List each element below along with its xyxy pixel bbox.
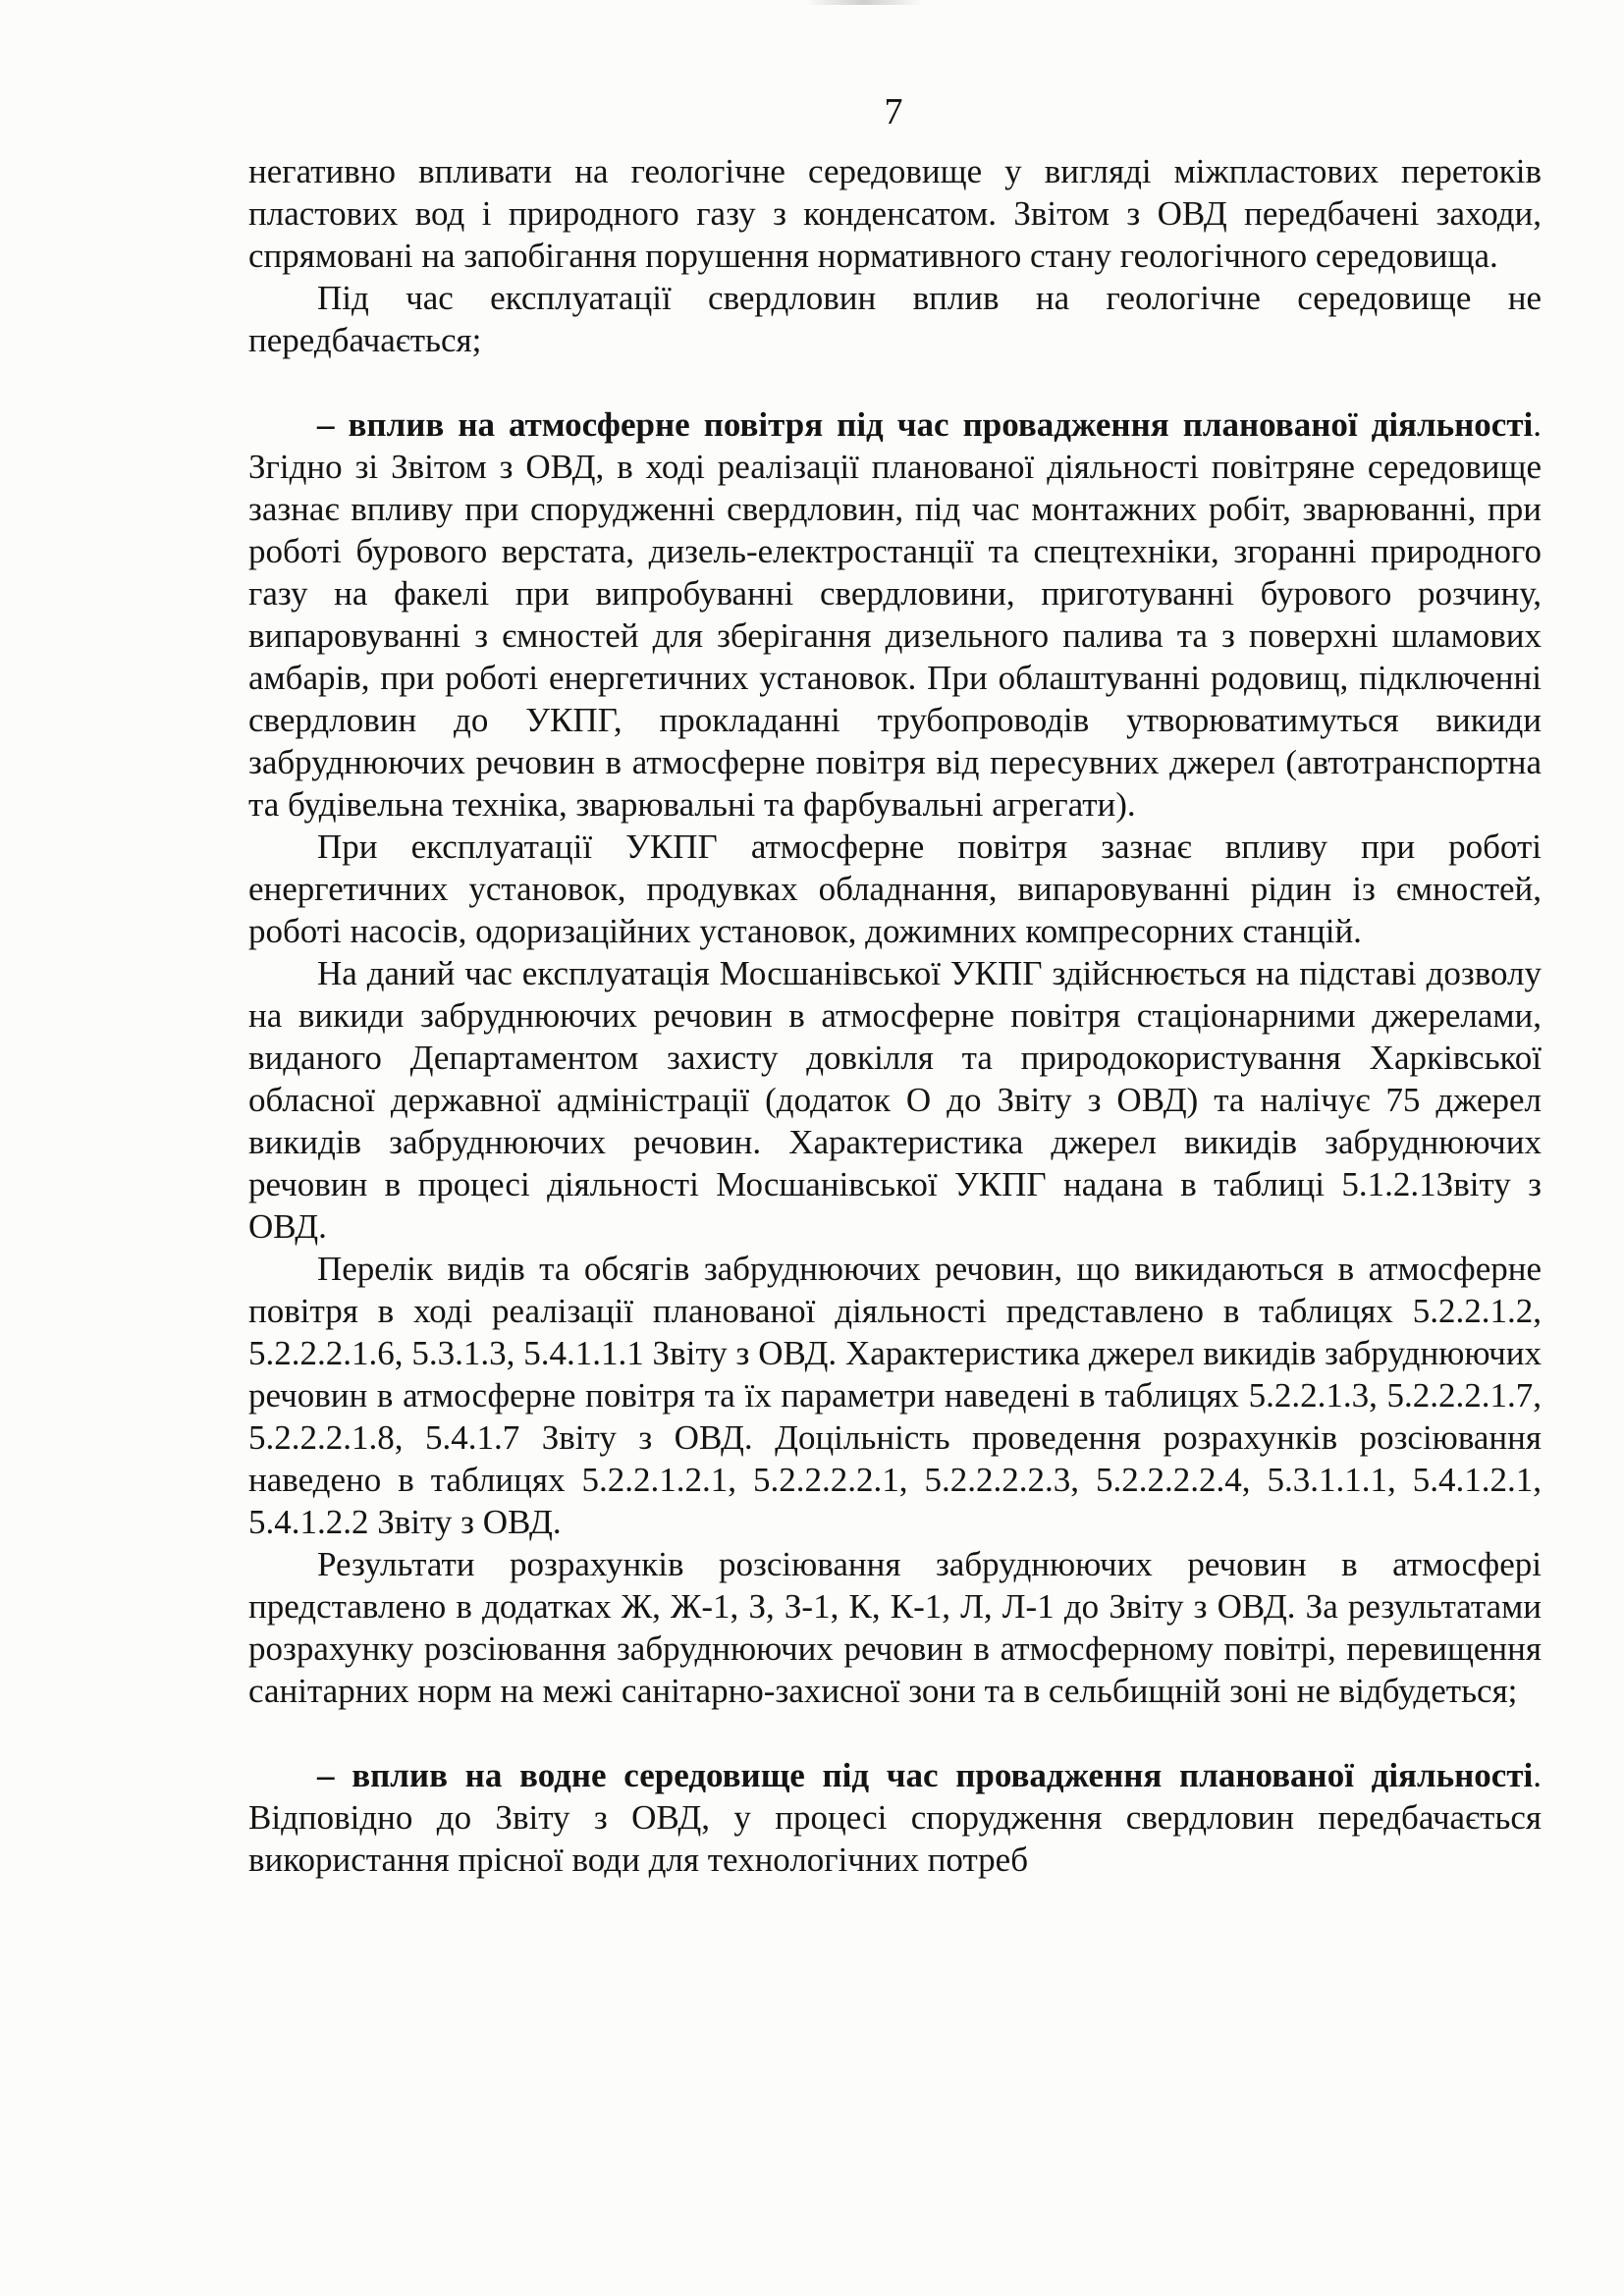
paragraph-dispersion-results: Результати розрахунків розсіювання забруднюючих речовин в атмосфері представлено в додатках Ж, Ж-1, З, З-1, К, К-1, Л, Л-1 до Звіту з ОВД. За результатами розрахунку розсіювання забруднюючих речовин в атмосферному повітрі, перевищення санітарних норм на межі санітарно-захисної зони та в сельбищній зоні не відбудеться; (248, 1545, 1542, 1710)
water-impact-text: . Відповідно до Звіту з ОВД, у процесі спорудження свердловин передбачається використання прісної води для технологічних потреб (248, 1756, 1542, 1879)
paragraph-emission-permit: На даний час експлуатація Мосшанівської УКПГ здійснюється на підставі дозволу на викиди забруднюючих речовин в атмосферне повітря стаціонарними джерелами, виданого Департаментом захисту довкілля та природокористування Харківської обласної державної адміністрації (додаток О до Звіту з ОВД) та налічує 75 джерел викидів забруднюючих речовин. Характеристика джерел викидів забруднюючих речовин в процесі діяльності Мосшанівської УКПГ надана в таблиці 5.1.2.1Звіту з ОВД. (248, 954, 1542, 1246)
page-number: 7 (884, 91, 903, 133)
scan-artifact (805, 0, 923, 5)
paragraph-water-impact (248, 1754, 1542, 1881)
document-body (248, 150, 1542, 1881)
paragraph-geology-impact: негативно впливати на геологічне середовище у вигляді міжпластових перетоків пластових вод і природного газу з конденсатом. Звітом з ОВД передбачені заходи, спрямовані на запобігання порушення нормативного стану геологічного середовища. (248, 152, 1542, 275)
air-impact-text: . Згідно зі Звітом з ОВД, в ході реалізації планованої діяльності повітряне середовище зазнає впливу при спорудженні свердловин, під час монтажних робіт, зварюванні, при роботі бурового верстата, дизель-електростанції та спецтехніки, згоранні природного газу на факелі при випробуванні свердловини, приготуванні бурового розчину, випаровуванні з ємностей для зберігання дизельного палива та з поверхні шламових амбарів, при роботі енергетичних установок. При облаштуванні родовищ, підключенні свердловин до УКПГ, прокладанні трубопроводів утворюватимуться викиди забруднюючих речовин в атмосферне повітря від пересувних джерел (автотранспортна та будівельна техніка, зварювальні та фарбувальні агрегати). (248, 405, 1542, 824)
paragraph-air-impact (248, 403, 1542, 826)
paragraph-emission-tables: Перелік видів та обсягів забруднюючих речовин, що викидаються в атмосферне повітря в ході реалізації планованої діяльності представлено в таблицях 5.2.2.1.2, 5.2.2.2.1.6, 5.3.1.3, 5.4.1.1.1 Звіту з ОВД. Характеристика джерел викидів забруднюючих речовин в атмосферне повітря та їх параметри наведені в таблицях 5.2.2.1.3, 5.2.2.2.1.7, 5.2.2.2.1.8, 5.4.1.7 Звіту з ОВД. Доцільність проведення розрахунків розсіювання наведено в таблицях 5.2.2.1.2.1, 5.2.2.2.2.1, 5.2.2.2.2.3, 5.2.2.2.2.4, 5.3.1.1.1, 5.4.1.2.1, 5.4.1.2.2 Звіту з ОВД. (248, 1250, 1542, 1541)
paragraph-wells-operation: Під час експлуатації свердловин вплив на геологічне середовище не передбачається; (248, 279, 1542, 359)
paragraph-ukpg-operation: При експлуатації УКПГ атмосферне повітря зазнає впливу при роботі енергетичних установок, продувках обладнання, випаровуванні рідин із ємностей, роботі насосів, одоризаційних установок, дожимних компресорних станцій. (248, 828, 1542, 950)
water-impact-heading: – вплив на водне середовище під час провадження планованої діяльності (317, 1756, 1534, 1794)
air-impact-heading: – вплив на атмосферне повітря під час провадження планованої діяльності (317, 405, 1534, 444)
